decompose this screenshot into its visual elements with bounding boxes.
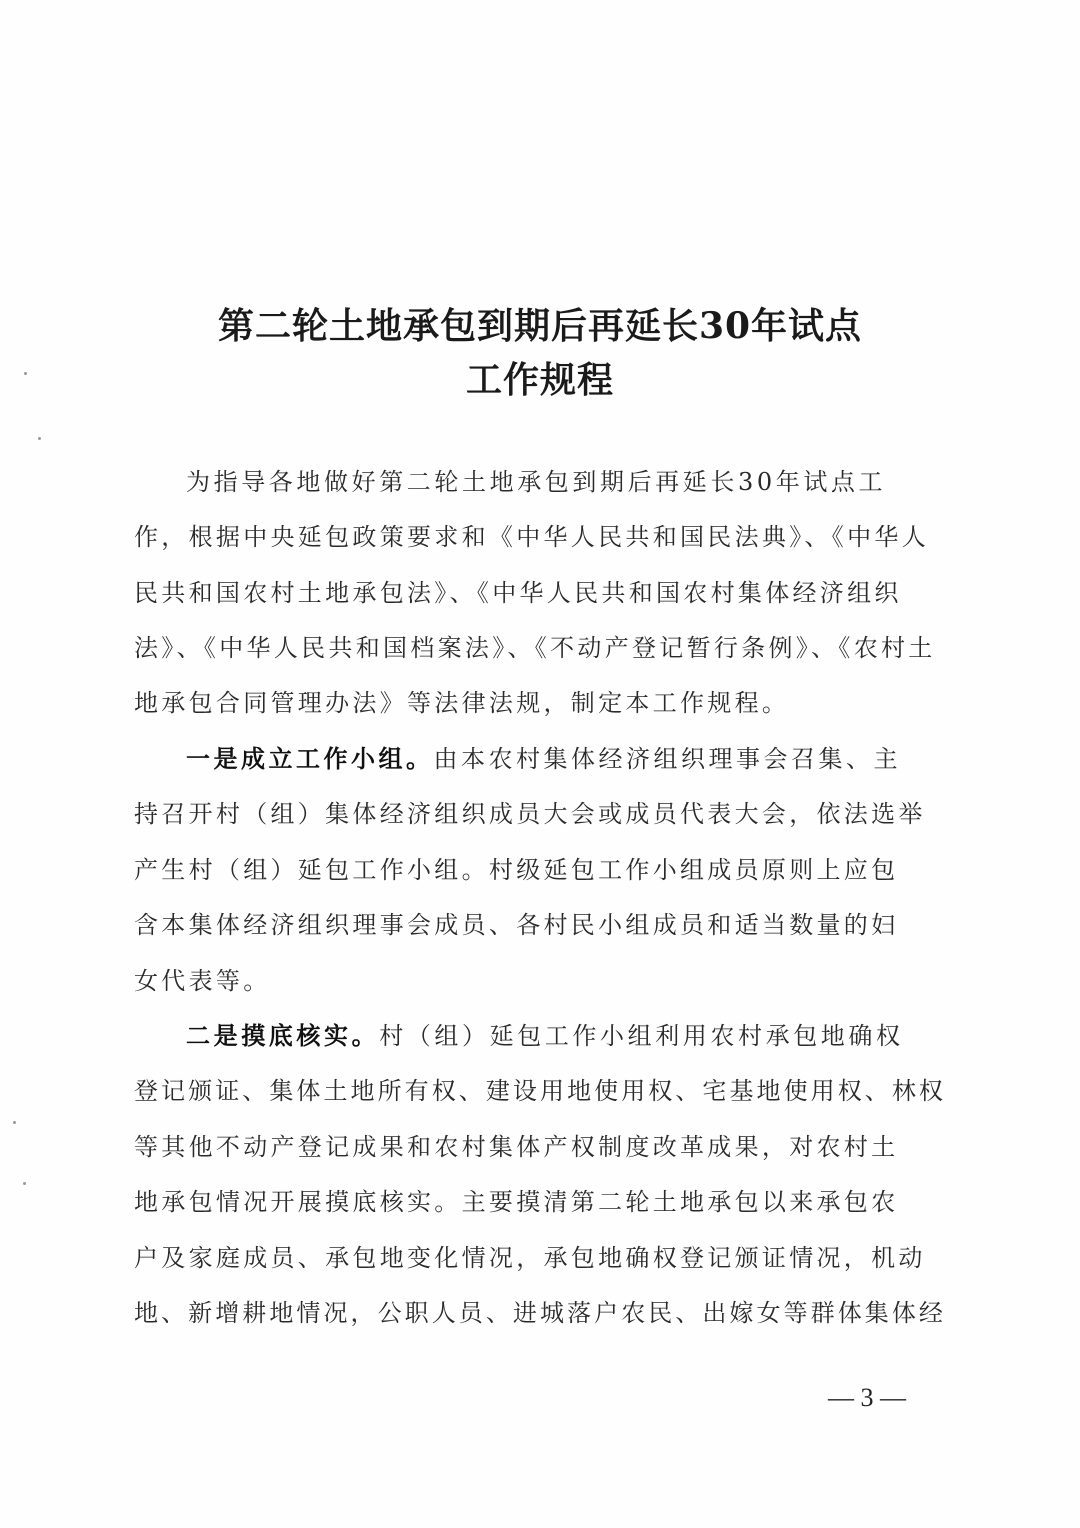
scan-speck <box>24 372 27 375</box>
body-line: 持召开村（组）集体经济组织成员大会或成员代表大会，依法选举 <box>134 800 926 828</box>
body-line: 等其他不动产登记成果和农村集体产权制度改革成果，对农村土 <box>134 1133 899 1161</box>
body-line: 地、新增耕地情况，公职人员、进城落户农民、出嫁女等群体集体经 <box>134 1299 946 1327</box>
body-line: 地承包合同管理办法》等法律法规，制定本工作规程。 <box>134 689 790 717</box>
document-title-line-1: 第二轮土地承包到期后再延长30年试点 <box>217 305 863 347</box>
scan-speck <box>38 437 41 440</box>
scan-speck <box>23 1182 26 1185</box>
body-line: 民共和国农村土地承包法》、《中华人民共和国农村集体经济组织 <box>134 579 902 607</box>
scan-speck <box>13 1121 16 1124</box>
body-line: 地承包情况开展摸底核实。主要摸清第二轮土地承包以来承包农 <box>134 1188 899 1216</box>
body-text: 村（组）延包工作小组利用农村承包地确权 <box>379 1022 904 1050</box>
paragraph-2-first-line <box>186 1021 904 1051</box>
paragraph-1-first-line <box>186 744 901 774</box>
body-text: 由本农村集体经济组织理事会召集、主 <box>433 745 901 773</box>
body-line: 含本集体经济组织理事会成员、各村民小组成员和适当数量的妇 <box>134 911 899 939</box>
section-heading-2: 二是摸底核实。 <box>186 1021 380 1050</box>
body-line: 女代表等。 <box>134 967 271 995</box>
document-title-line-2: 工作规程 <box>465 359 614 401</box>
section-heading-1: 一是成立工作小组。 <box>186 744 434 773</box>
page-number: — 3 — <box>828 1383 906 1412</box>
body-line: 登记颁证、集体土地所有权、建设用地使用权、宅基地使用权、林权 <box>134 1077 946 1105</box>
body-line: 为指导各地做好第二轮土地承包到期后再延长30年试点工 <box>186 468 887 496</box>
body-line: 产生村（组）延包工作小组。村级延包工作小组成员原则上应包 <box>134 856 899 884</box>
body-line: 户及家庭成员、承包地变化情况，承包地确权登记颁证情况，机动 <box>134 1244 926 1272</box>
body-line: 作，根据中央延包政策要求和《中华人民共和国民法典》、《中华人 <box>134 523 929 551</box>
body-line: 法》、《中华人民共和国档案法》、《不动产登记暂行条例》、《农村土 <box>134 634 936 662</box>
